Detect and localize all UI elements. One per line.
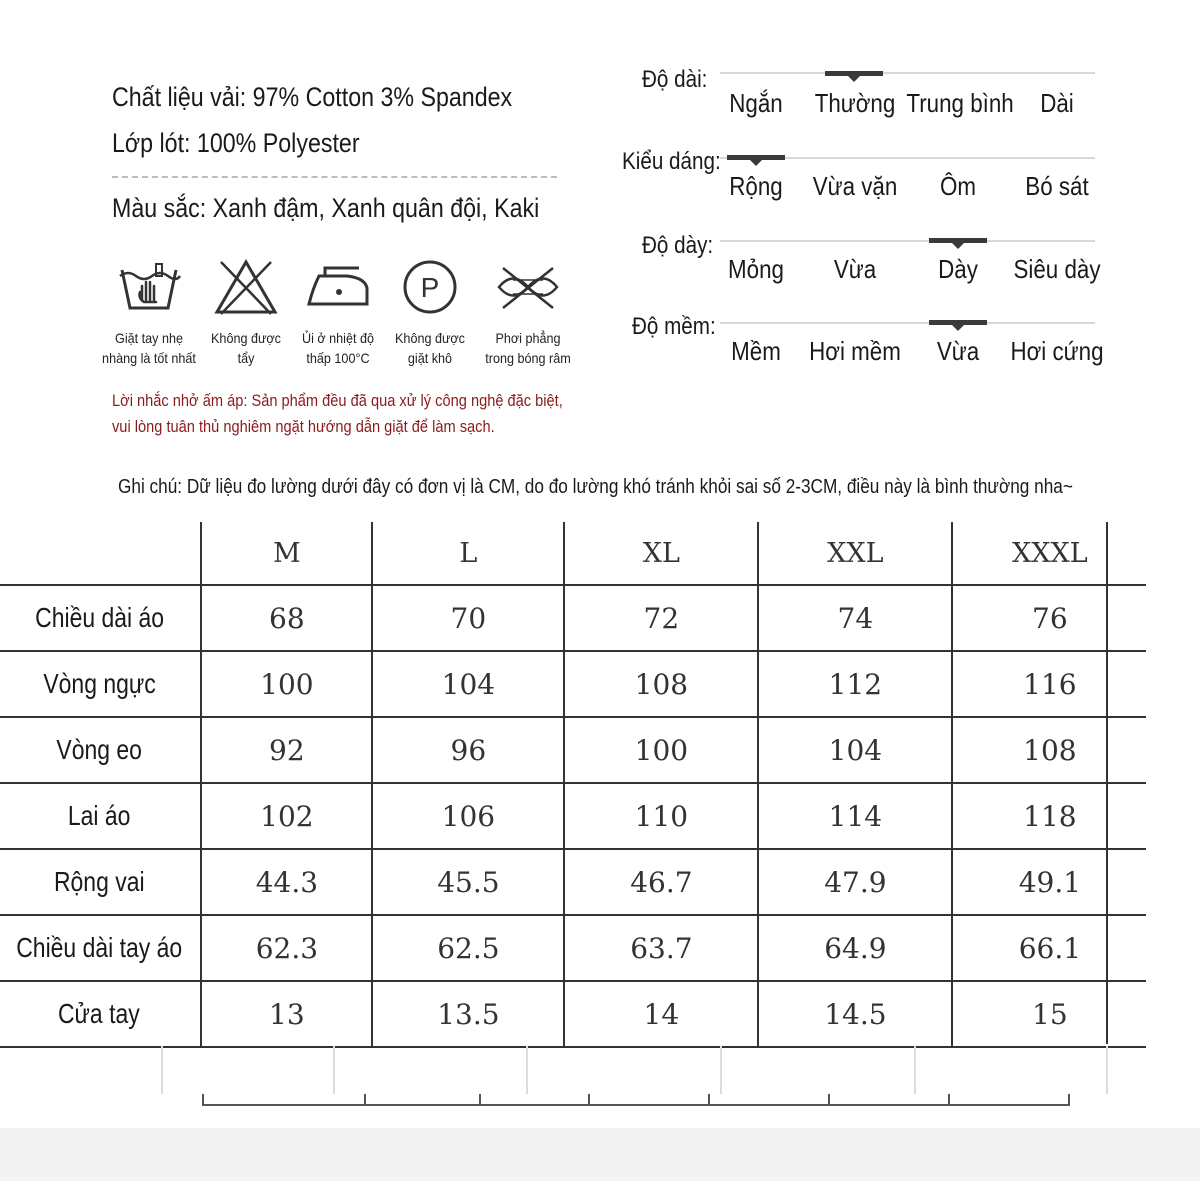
table-cell: 72 — [564, 585, 758, 651]
iron-low-icon — [303, 258, 373, 316]
bottom-ruler — [202, 1104, 1070, 1106]
table-cell: 63.7 — [564, 915, 758, 981]
scale-selected-marker — [929, 320, 987, 325]
table-cell: 13.5 — [372, 981, 564, 1047]
ruler-tick — [202, 1094, 204, 1106]
size-table — [0, 522, 1146, 1048]
scale-label: Độ dày: — [642, 232, 714, 259]
table-cell: 116 — [952, 651, 1146, 717]
table-cell: 14 — [564, 981, 758, 1047]
hand-wash-icon — [116, 258, 182, 316]
size-header: L — [372, 522, 564, 585]
table-cell: 49.1 — [952, 849, 1146, 915]
scale-option-selected: Vừa — [936, 336, 980, 366]
table-cell: 70 — [372, 585, 564, 651]
table-cell: 108 — [952, 717, 1146, 783]
row-label: Rộng vai — [0, 849, 201, 915]
ruler-tick — [828, 1094, 830, 1106]
measurement-note: Ghi chú: Dữ liệu đo lường dưới đây có đơn vị là CM, do đo lường khó tránh khỏi sai số 2-3CM, điều này là bình thường nha~ — [118, 476, 1073, 498]
table-cell: 13 — [201, 981, 372, 1047]
scale-option-selected: Thường — [814, 88, 896, 118]
table-cell: 66.1 — [952, 915, 1146, 981]
table-cell: 74 — [758, 585, 952, 651]
scale-option: Bó sát — [1025, 171, 1089, 201]
available-colors: Màu sắc: Xanh đậm, Xanh quân đội, Kaki — [112, 193, 540, 223]
care-dry-flat-shade — [473, 258, 583, 368]
ruler-tick — [1068, 1094, 1070, 1106]
care-label-line2: trong bóng râm — [485, 350, 571, 366]
size-header-row — [0, 522, 1146, 585]
care-label-line1: Không được — [395, 330, 465, 346]
table-cell: 100 — [201, 651, 372, 717]
table-cell: 44.3 — [201, 849, 372, 915]
dry-flat-shade-icon — [493, 258, 563, 316]
scale-option: Trung bình — [906, 88, 1014, 118]
care-label-line2: giặt khô — [407, 350, 453, 366]
table-cell: 64.9 — [758, 915, 952, 981]
table-cell: 45.5 — [372, 849, 564, 915]
care-label-line1: Phơi phẳng — [495, 330, 561, 346]
care-hand-wash — [94, 258, 204, 368]
table-cell: 100 — [564, 717, 758, 783]
table-row — [0, 651, 1146, 717]
table-row — [0, 585, 1146, 651]
ruler-tick — [479, 1094, 481, 1106]
ruler-tick — [588, 1094, 590, 1106]
table-cell: 118 — [952, 783, 1146, 849]
care-label-line2: tẩy — [237, 350, 255, 366]
faint-gridline — [161, 1046, 163, 1094]
scale-line — [720, 72, 1095, 74]
table-row — [0, 783, 1146, 849]
table-cell: 68 — [201, 585, 372, 651]
row-label: Chiều dài tay áo — [0, 915, 201, 981]
scale-option: Mềm — [731, 336, 781, 366]
table-row — [0, 717, 1146, 783]
scale-option: Dài — [1040, 88, 1074, 118]
table-cell: 110 — [564, 783, 758, 849]
ruler-tick — [364, 1094, 366, 1106]
faint-gridline — [914, 1046, 916, 1094]
scale-option: Vừa — [833, 254, 877, 284]
table-cell: 102 — [201, 783, 372, 849]
faint-gridline — [720, 1046, 722, 1094]
care-reminder — [112, 388, 563, 440]
size-header: XL — [564, 522, 758, 585]
scale-option: Ôm — [939, 171, 977, 201]
care-label-line1: Không được — [211, 330, 281, 346]
ruler-tick — [948, 1094, 950, 1106]
table-cell: 114 — [758, 783, 952, 849]
row-label: Chiều dài áo — [0, 585, 201, 651]
table-right-border — [1106, 522, 1108, 1044]
faint-gridline — [333, 1046, 335, 1094]
scale-line — [720, 322, 1095, 324]
row-label: Vòng eo — [0, 717, 201, 783]
ruler-tick — [708, 1094, 710, 1106]
scale-label: Kiểu dáng: — [622, 148, 721, 175]
table-row — [0, 849, 1146, 915]
lining-composition: Lớp lót: 100% Polyester — [112, 128, 360, 158]
table-cell: 108 — [564, 651, 758, 717]
reminder-line1: Lời nhắc nhở ấm áp: Sản phẩm đều đã qua xử lý công nghệ đặc biệt, — [112, 391, 563, 410]
table-cell: 104 — [372, 651, 564, 717]
size-header: XXL — [758, 522, 952, 585]
scale-option: Mỏng — [728, 254, 784, 284]
row-label: Cửa tay — [0, 981, 201, 1047]
fabric-composition: Chất liệu vải: 97% Cotton 3% Spandex — [112, 82, 513, 112]
care-label-line2: nhàng là tốt nhất — [102, 350, 196, 366]
size-header: XXXL — [952, 522, 1146, 585]
table-cell: 15 — [952, 981, 1146, 1047]
faint-gridline — [1106, 1046, 1108, 1094]
scale-label: Độ dài: — [642, 66, 708, 93]
table-cell: 47.9 — [758, 849, 952, 915]
table-cell: 96 — [372, 717, 564, 783]
bottom-band — [0, 1128, 1200, 1181]
scale-label: Độ mềm: — [632, 313, 716, 340]
scale-selected-marker — [929, 238, 987, 243]
no-bleach-icon — [213, 258, 279, 316]
scale-line — [720, 240, 1095, 242]
table-cell: 106 — [372, 783, 564, 849]
table-row — [0, 981, 1146, 1047]
scale-option: Hơi mềm — [809, 336, 901, 366]
table-row — [0, 915, 1146, 981]
care-label-line1: Ủi ở nhiệt độ — [301, 330, 374, 346]
care-no-dry-clean — [375, 258, 485, 368]
table-cell: 62.5 — [372, 915, 564, 981]
table-cell: 112 — [758, 651, 952, 717]
scale-option: Siêu dày — [1013, 254, 1101, 284]
no-dry-clean-icon — [397, 258, 463, 316]
dashed-divider — [112, 176, 557, 178]
row-label: Vòng ngực — [0, 651, 201, 717]
table-cell: 92 — [201, 717, 372, 783]
care-label-line1: Giặt tay nhẹ — [115, 330, 183, 346]
table-cell: 104 — [758, 717, 952, 783]
scale-selected-marker — [727, 155, 785, 160]
reminder-line2: vui lòng tuân thủ nghiêm ngặt hướng dẫn giặt để làm sạch. — [112, 417, 495, 436]
row-label: Lai áo — [0, 783, 201, 849]
header-empty — [0, 522, 201, 585]
scale-option: Vừa vặn — [812, 171, 898, 201]
dry-clean-glyph: P — [420, 272, 440, 303]
scale-option-selected: Rộng — [729, 171, 783, 201]
size-header: M — [201, 522, 372, 585]
table-cell: 14.5 — [758, 981, 952, 1047]
table-cell: 76 — [952, 585, 1146, 651]
care-label-line2: thấp 100°C — [306, 350, 370, 366]
table-cell: 62.3 — [201, 915, 372, 981]
scale-option-selected: Dày — [938, 254, 978, 284]
scale-option: Ngắn — [729, 88, 783, 118]
faint-gridline — [526, 1046, 528, 1094]
scale-selected-marker — [825, 71, 883, 76]
table-cell: 46.7 — [564, 849, 758, 915]
scale-option: Hơi cứng — [1010, 336, 1104, 366]
